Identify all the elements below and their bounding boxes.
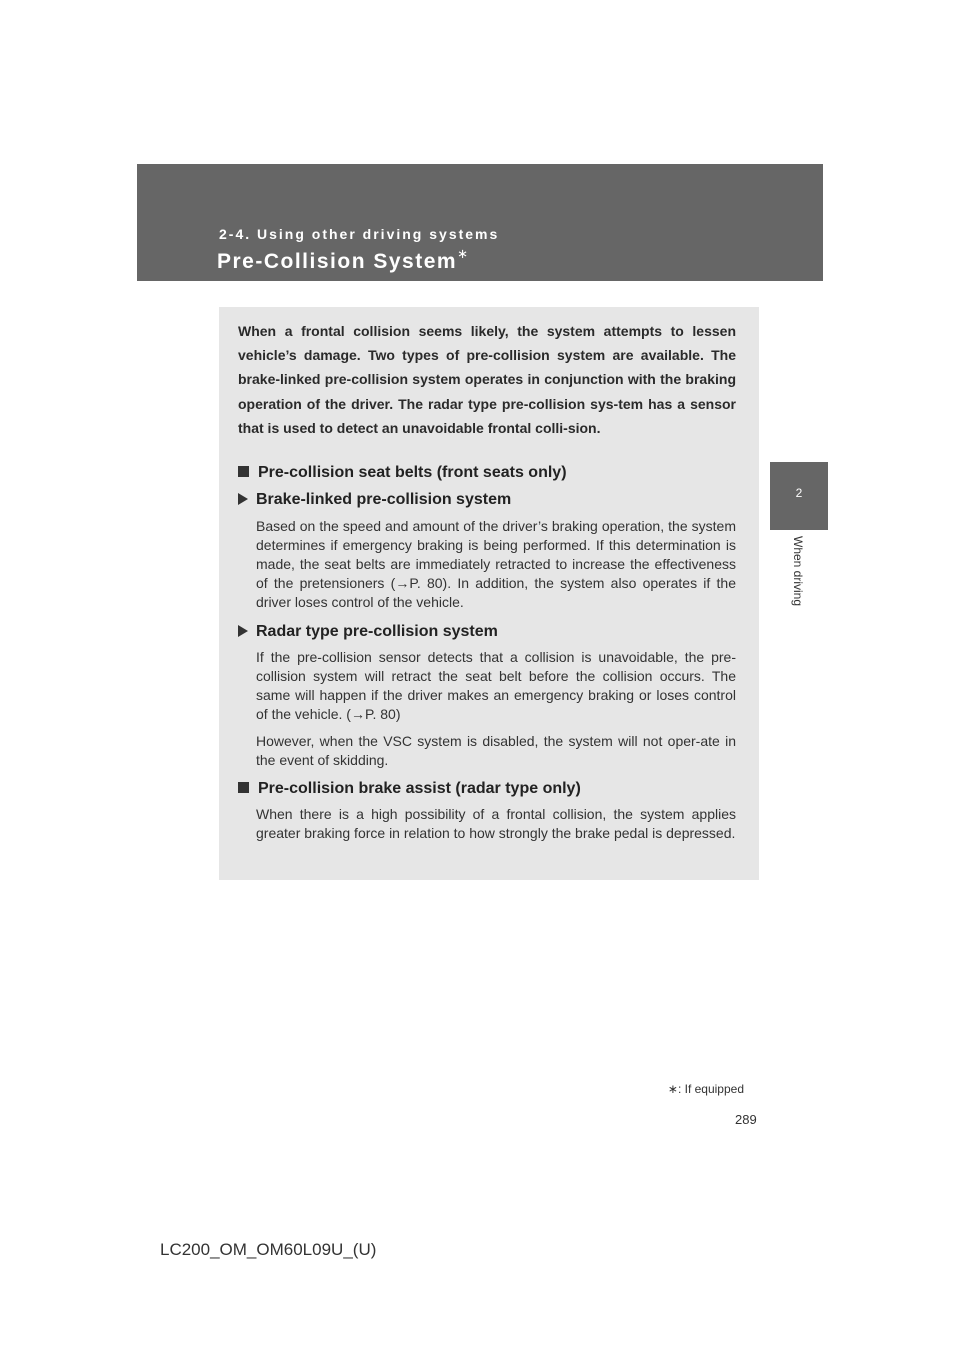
header-band [137,164,823,281]
intro-text: When a frontal collision seems likely, the system attempts to lessen vehicle’s damage. Two types of pre-collision system are available. The brake-linked pre-collision system operates in conjunction with the braking operation of the driver. The radar type pre-collision sys-tem has a sensor that is used to detect an unavoidable frontal colli-sion. [238,323,736,436]
chapter-label: When driving [791,536,805,607]
brake-assist-text: When there is a high possibility of a frontal collision, the system applies greater braking force in relation to how strongly the brake pedal is depressed. [256,806,736,841]
document-code: LC200_OM_OM60L09U_(U) [160,1240,377,1259]
heading-brake-assist-text: Pre-collision brake assist (radar type only) [258,780,581,797]
square-bullet-icon [238,782,249,793]
square-bullet-icon [238,466,249,477]
triangle-bullet-icon [238,493,248,505]
heading-brake-assist [238,780,581,798]
brake-linked-text: Based on the speed and amount of the driver’s braking operation, the system determines if emergency braking is being performed. If this determination is made, the seat belts are immediately retracted to increase the effectiveness of the pretensioners (→P. 80). In addition, the system also operates if the driver loses control of the vehicle. [256,518,736,610]
footnote: ∗: If equipped [667,1082,744,1096]
content-box [219,307,759,880]
chapter-number: 2 [795,486,803,500]
radar-text-2: However, when the VSC system is disabled, the system will not oper-ate in the event of skidding. [256,733,736,768]
page-title [217,248,469,274]
equipment-mark: ∗ [457,246,470,261]
triangle-bullet-icon [238,625,248,637]
heading-seat-belts-text: Pre-collision seat belts (front seats only) [258,464,567,481]
radar-text-1: If the pre-collision sensor detects that a collision is unavoidable, the pre-collision system will retract the seat belt before the collision occurs. The same will happen if the driver makes an emergency braking or loses control of the vehicle. (→P. 80) [256,649,736,722]
page-title-text: Pre-Collision System [217,250,458,273]
page-number: 289 [735,1112,757,1127]
subheading-radar [238,623,498,641]
section-label: 2-4. Using other driving systems [219,226,500,242]
subheading-brake-linked-text: Brake-linked pre-collision system [256,491,512,508]
heading-seat-belts [238,464,567,482]
subheading-radar-text: Radar type pre-collision system [256,623,498,640]
subheading-brake-linked [238,491,511,509]
chapter-tab [770,462,828,530]
